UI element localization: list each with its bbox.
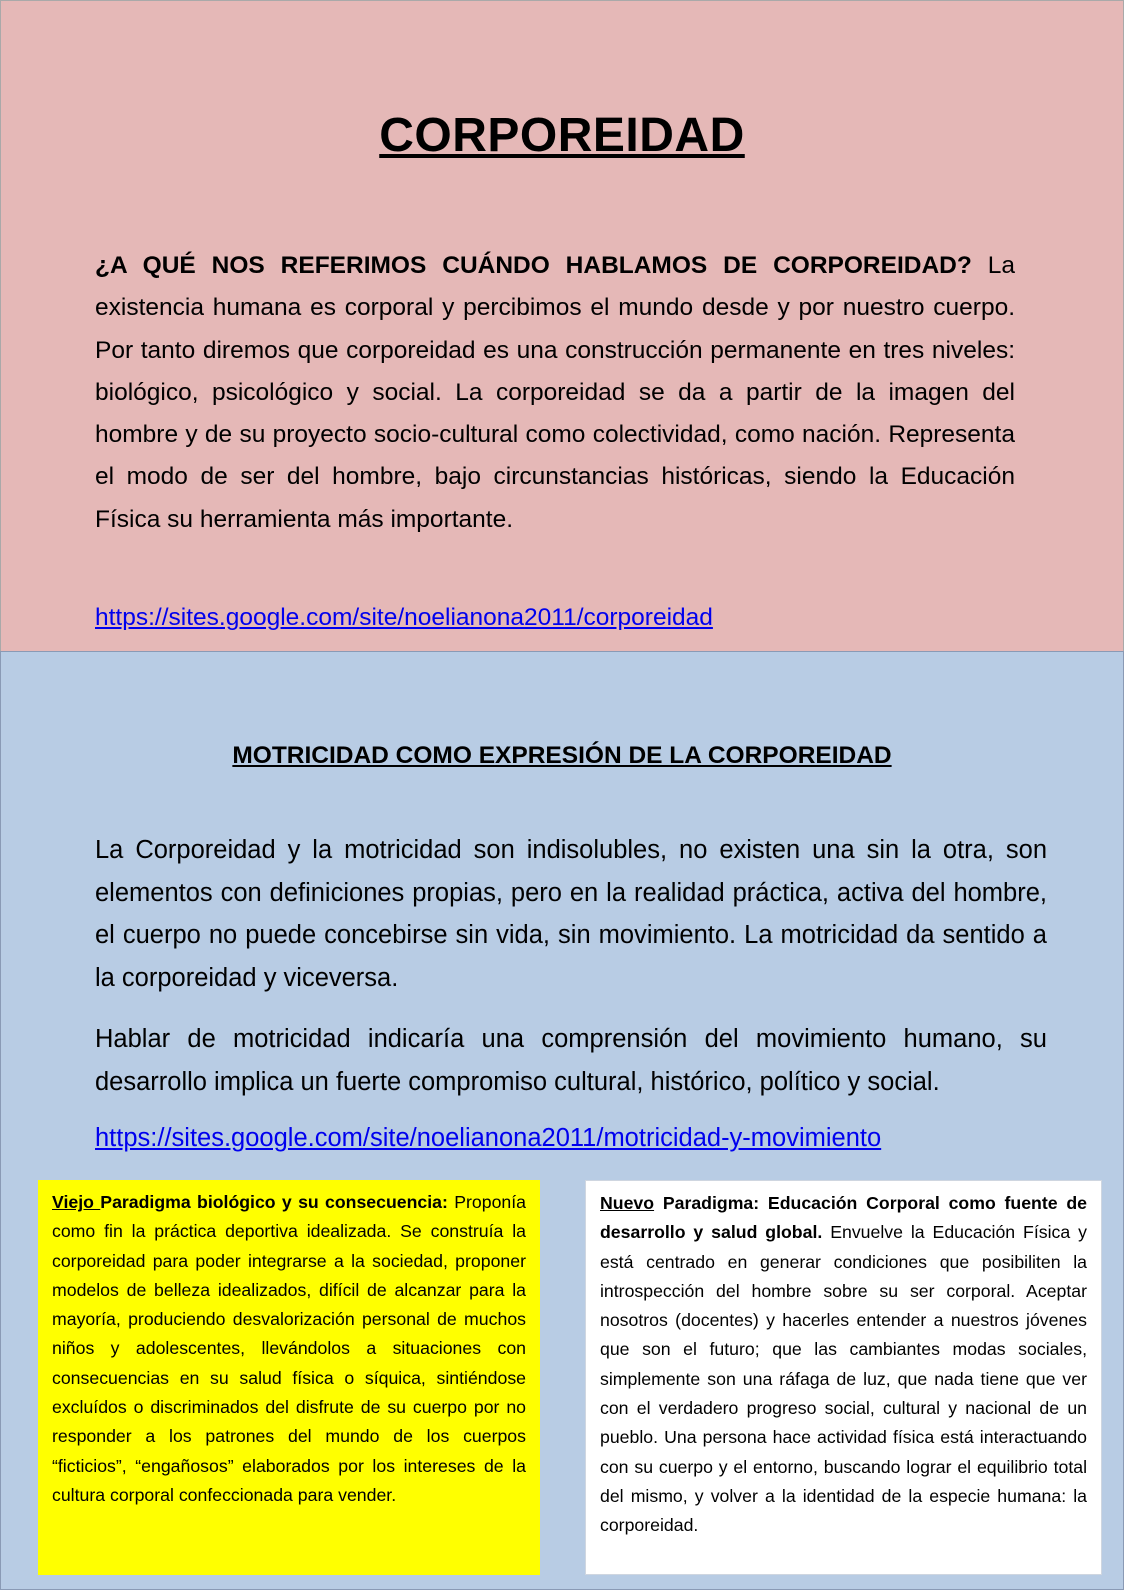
motricidad-link[interactable]: https://sites.google.com/site/noelianona2011/motricidad-y-movimiento [95,1124,882,1152]
new-paradigm-label: Paradigma: Educación Corporal como fuente de desarrollo y salud global. [600,1193,1087,1243]
corporeidad-paragraph [95,245,1015,541]
motricidad-paragraph-2: Hablar de motricidad indicaría una comprensión del movimiento humano, su desarrollo implica un fuerte compromiso cultural, histórico, político y social. [95,1025,1047,1096]
corporeidad-question: ¿A QUÉ NOS REFERIMOS CUÁNDO HABLAMOS DE CORPOREIDAD? [95,252,972,279]
new-paradigm-box [585,1180,1102,1575]
new-paradigm-text: Envuelve la Educación Física y está centrado en generar condiciones que posibiliten la introspección del hombre sobre su ser corporal. Aceptar nosotros (docentes) y hacerles entender a nuestros jóvenes que son el futuro; que las cambiantes modas sociales, simplemente son una ráfaga de luz, que nada tiene que ver con el verdadero progreso social, cultural y nacional de un pueblo. Una persona hace actividad física está interactuando con su cuerpo y el entorno, buscando lograr el equilibrio total del mismo, y volver a la identidad de la especie humana: la corporeidad. [600,1222,1087,1536]
corporeidad-body: La existencia humana es corporal y percibimos el mundo desde y por nuestro cuerpo. Por tanto diremos que corporeidad es una construcción permanente en tres niveles: biológico, psicológico y social. La corporeidad se da a partir de la imagen del hombre y de su proyecto socio-cultural como colectividad, como nación. Representa el modo de ser del hombre, bajo circunstancias históricas, siendo la Educación Física su herramienta más importante. [95,252,1015,533]
old-paradigm-box [38,1180,540,1575]
motricidad-title: MOTRICIDAD COMO EXPRESIÓN DE LA CORPOREIDAD [232,742,892,769]
old-paradigm-label-underlined: Viejo [52,1192,101,1212]
new-paradigm-label-underlined: Nuevo [600,1193,655,1213]
old-paradigm-label: Paradigma biológico y su consecuencia: [100,1192,448,1212]
motricidad-paragraph-1: La Corporeidad y la motricidad son indisolubles, no existen una sin la otra, son elementos con definiciones propias, pero en la realidad práctica, activa del hombre, el cuerpo no puede concebirse sin vida, sin movimiento. La motricidad da sentido a la corporeidad y viceversa. [95,836,1047,992]
corporeidad-link[interactable]: https://sites.google.com/site/noelianona2011/corporeidad [95,604,713,631]
old-paradigm-text: Proponía como fin la práctica deportiva idealizada. Se construía la corporeidad para poder integrarse a la sociedad, proponer modelos de belleza idealizados, difícil de alcanzar para la mayoría, produciendo desvalorización personal de muchos niños y adolescentes, llevándolos a situaciones con consecuencias en su salud física o síquica, sintiéndose excluídos o discriminados del disfrute de su cuerpo por no responder a los patrones del mundo de los cuerpos “ficticios”, “engañosos” elaborados por los intereses de la cultura corporal confeccionada para vender. [52,1192,527,1505]
page-title: CORPOREIDAD [379,109,745,162]
